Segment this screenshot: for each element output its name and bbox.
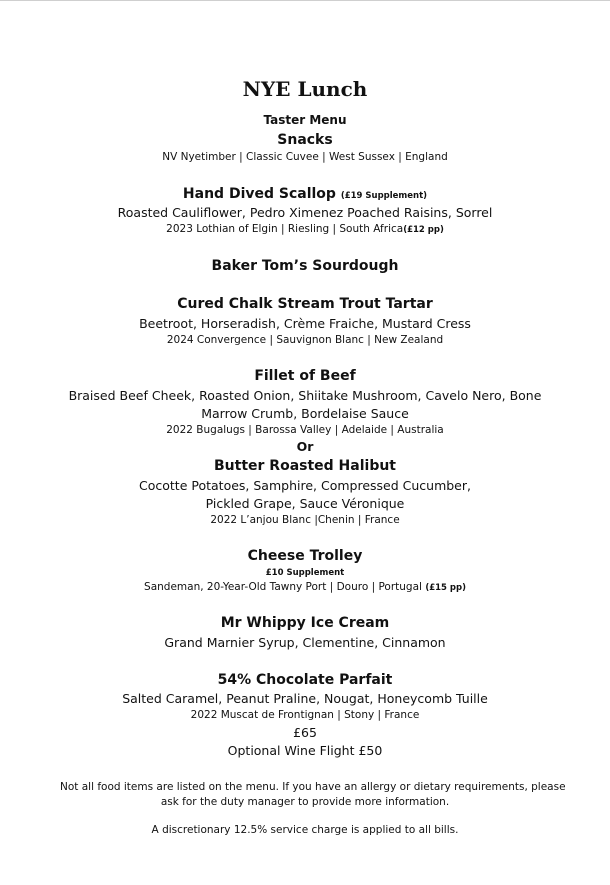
menu-title: NYE Lunch [242,77,368,101]
allergy-note-line2: ask for the duty manager to provide more information. [160,796,450,808]
parfait-title: 54% Chocolate Parfait [217,672,393,688]
wine-flight-price: Optional Wine Flight £50 [227,743,383,758]
halibut-description-line2: Pickled Grape, Sauce Véronique [205,496,405,511]
menu-subtitle: Taster Menu [263,113,347,127]
beef-description [40,387,570,423]
sourdough-title: Baker Tom’s Sourdough [211,258,399,274]
whippy-title: Mr Whippy Ice Cream [220,615,390,631]
scallop-name: Hand Dived Scallop [182,186,336,202]
beef-description-line1: Braised Beef Cheek, Roasted Onion, Shiitake Mushroom, Cavelo Nero, Bone [68,388,542,403]
menu-price: £65 [293,725,317,740]
cheese-title: Cheese Trolley [247,548,363,564]
scallop-wine: 2023 Lothian of Elgin | Riesling | South Africa [166,223,404,235]
allergy-note-line1: Not all food items are listed on the menu. If you have an allergy or dietary requirements, please [60,781,566,793]
trout-title: Cured Chalk Stream Trout Tartar [177,296,433,312]
scallop-supplement: (£19 Supplement) [340,191,428,201]
cheese-wine-line [0,581,610,593]
parfait-description: Salted Caramel, Peanut Praline, Nougat, Honeycomb Tuille [122,691,488,706]
scallop-wine-price: (£12 pp) [403,225,444,235]
or-divider: Or [296,439,314,454]
beef-wine: 2022 Bugalugs | Barossa Valley | Adelaide | Australia [166,424,444,436]
scallop-wine-line [0,223,610,235]
halibut-description-line1: Cocotte Potatoes, Samphire, Compressed Cucumber, [139,478,471,493]
cheese-wine-price: (£15 pp) [425,583,466,593]
parfait-wine: 2022 Muscat de Frontignan | Stony | France [190,709,420,721]
trout-description: Beetroot, Horseradish, Crème Fraiche, Mustard Cress [139,316,471,331]
halibut-description [40,477,570,513]
halibut-title: Butter Roasted Halibut [214,458,396,474]
trout-wine: 2024 Convergence | Sauvignon Blanc | New Zealand [166,334,444,346]
whippy-description: Grand Marnier Syrup, Clementine, Cinnamon [164,635,446,650]
allergy-note [60,780,566,810]
scallop-title [0,186,610,202]
beef-description-line2: Marrow Crumb, Bordelaise Sauce [201,406,409,421]
cheese-supplement: £10 Supplement [265,568,345,578]
beef-title: Fillet of Beef [254,368,356,384]
service-charge-note: A discretionary 12.5% service charge is applied to all bills. [151,824,459,836]
scallop-description: Roasted Cauliflower, Pedro Ximenez Poached Raisins, Sorrel [117,205,493,220]
cheese-wine: Sandeman, 20-Year-Old Tawny Port | Douro | Portugal [144,581,422,593]
halibut-wine: 2022 L’anjou Blanc |Chenin | France [210,514,400,526]
snacks-title: Snacks [277,132,333,148]
snacks-wine: NV Nyetimber | Classic Cuvee | West Sussex | England [162,151,448,163]
